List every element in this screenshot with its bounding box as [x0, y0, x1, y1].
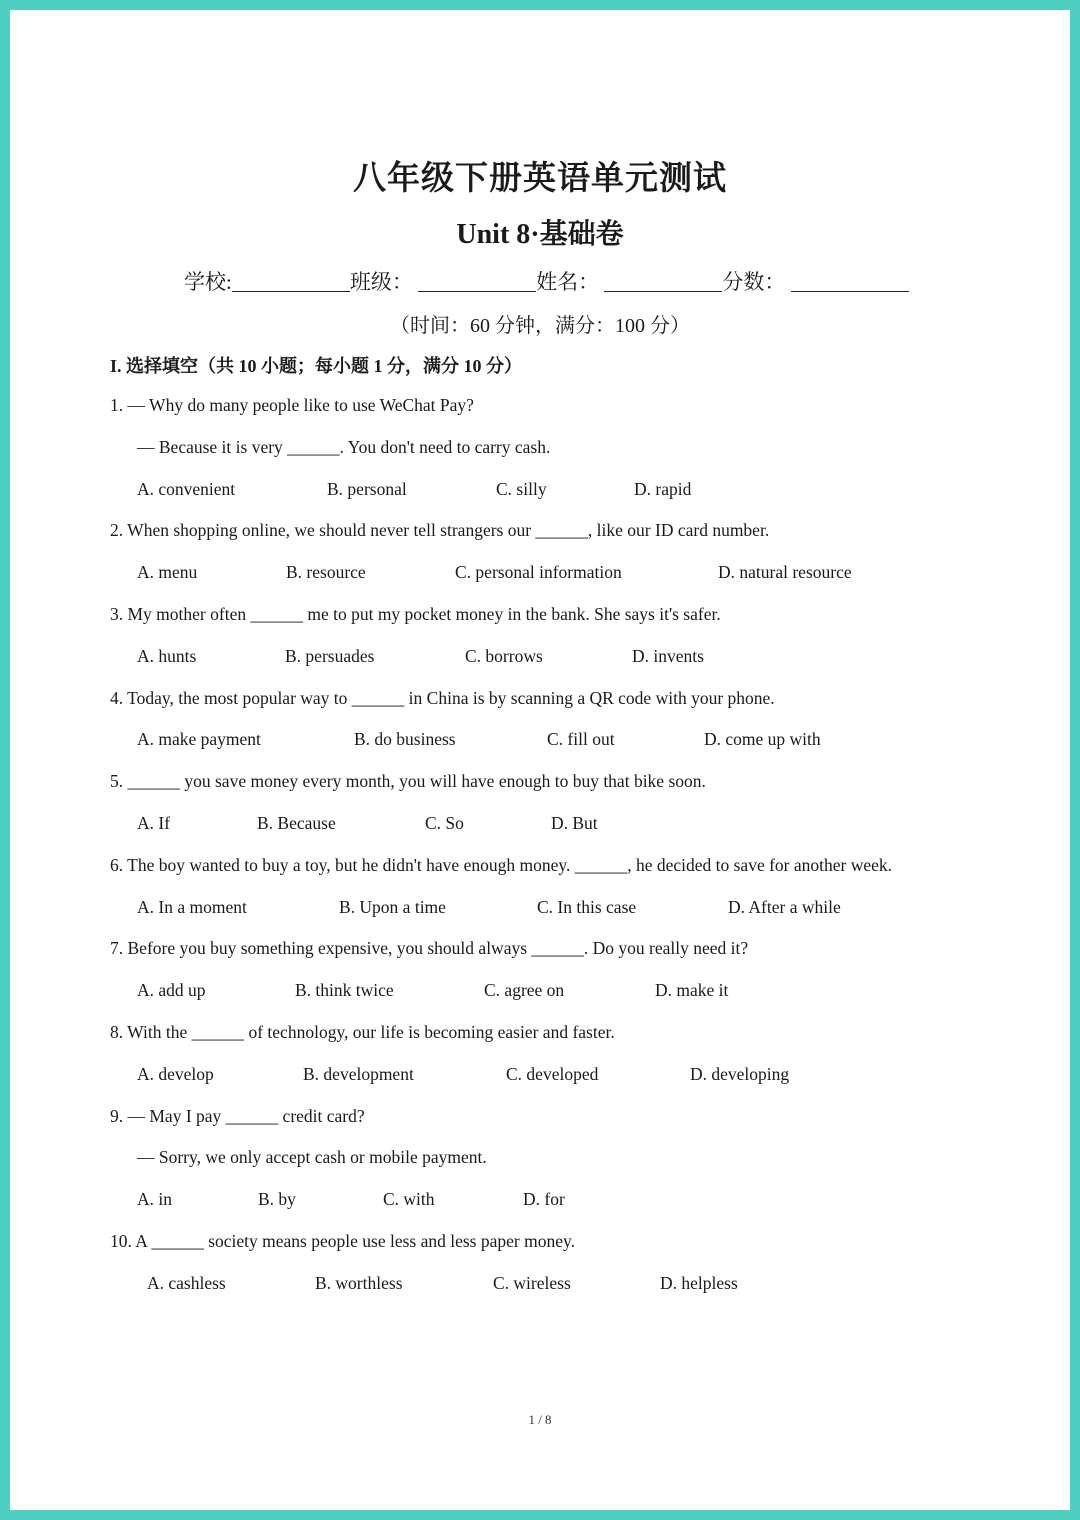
option-c: C. wireless	[493, 1273, 571, 1293]
class-label: 班级：	[349, 270, 413, 294]
option-a: A. in	[137, 1189, 172, 1209]
option-a: A. In a moment	[137, 897, 247, 917]
option-c: C. fill out	[547, 729, 615, 749]
score-blank	[791, 273, 909, 292]
option-a: A. make payment	[137, 729, 261, 749]
question-stem: 5. ______ you save money every month, you will have enough to buy that bike soon.	[110, 771, 706, 791]
option-c: C. silly	[496, 479, 547, 499]
option-a: A. convenient	[137, 479, 236, 499]
option-c: C. developed	[506, 1064, 599, 1084]
option-a: A. hunts	[137, 646, 197, 666]
option-b: B. by	[258, 1189, 296, 1209]
school-label: 学校:	[184, 270, 232, 294]
student-info-row	[184, 266, 909, 296]
class-blank	[418, 273, 536, 292]
option-d: D. After a while	[728, 897, 841, 917]
option-a: A. develop	[137, 1064, 214, 1084]
option-b: B. worthless	[315, 1273, 403, 1293]
option-b: B. do business	[354, 729, 456, 749]
option-b: B. persuades	[285, 646, 375, 666]
option-d: D. invents	[632, 646, 704, 666]
page-subtitle: Unit 8·基础卷	[456, 219, 624, 250]
question-stem: 6. The boy wanted to buy a toy, but he didn't have enough money. ______, he decided to save for another week.	[110, 855, 893, 875]
option-a: A. add up	[137, 980, 206, 1000]
option-b: B. Because	[257, 813, 336, 833]
question-stem-2: — Sorry, we only accept cash or mobile payment.	[137, 1147, 487, 1167]
option-d: D. developing	[690, 1064, 790, 1084]
option-c: C. agree on	[484, 980, 565, 1000]
option-c: C. borrows	[465, 646, 543, 666]
name-blank	[604, 273, 722, 292]
question-stem: 2. When shopping online, we should never tell strangers our ______, like our ID card number.	[110, 520, 770, 540]
school-blank	[232, 273, 350, 292]
section-heading: I. 选择填空（共 10 小题；每小题 1 分，满分 10 分）	[110, 356, 523, 376]
page-number: 1 / 8	[528, 1412, 552, 1427]
option-a: A. If	[137, 813, 171, 833]
option-b: B. resource	[286, 562, 366, 582]
option-b: B. Upon a time	[339, 897, 446, 917]
option-c: C. In this case	[537, 897, 637, 917]
option-b: B. personal	[327, 479, 407, 499]
exam-page	[10, 10, 1070, 1510]
question-stem: 4. Today, the most popular way to ______ in China is by scanning a QR code with your phone.	[110, 688, 775, 708]
option-d: D. helpless	[660, 1273, 738, 1293]
option-d: D. for	[523, 1189, 565, 1209]
option-c: C. So	[425, 813, 464, 833]
page-title: 八年级下册英语单元测试	[353, 161, 727, 197]
option-c: C. personal information	[455, 562, 622, 582]
option-d: D. natural resource	[718, 562, 852, 582]
score-label: 分数：	[722, 270, 786, 294]
question-stem-2: — Because it is very ______. You don't need to carry cash.	[137, 437, 551, 457]
time-note: （时间：60 分钟，满分：100 分）	[390, 315, 690, 337]
question-stem: 1. — Why do many people like to use WeChat Pay?	[110, 395, 474, 415]
option-d: D. But	[551, 813, 598, 833]
option-b: B. development	[303, 1064, 414, 1084]
question-stem: 7. Before you buy something expensive, you should always ______. Do you really need it?	[110, 938, 749, 958]
option-d: D. come up with	[704, 729, 821, 749]
option-a: A. cashless	[147, 1273, 226, 1293]
name-label: 姓名：	[536, 270, 600, 294]
option-d: D. rapid	[634, 479, 692, 499]
option-c: C. with	[383, 1189, 435, 1209]
question-stem: 10. A ______ society means people use less and less paper money.	[110, 1231, 575, 1251]
question-stem: 8. With the ______ of technology, our life is becoming easier and faster.	[110, 1022, 615, 1042]
question-stem: 3. My mother often ______ me to put my pocket money in the bank. She says it's safer.	[110, 604, 721, 624]
question-stem: 9. — May I pay ______ credit card?	[110, 1106, 365, 1126]
option-b: B. think twice	[295, 980, 394, 1000]
option-a: A. menu	[137, 562, 198, 582]
option-d: D. make it	[655, 980, 729, 1000]
